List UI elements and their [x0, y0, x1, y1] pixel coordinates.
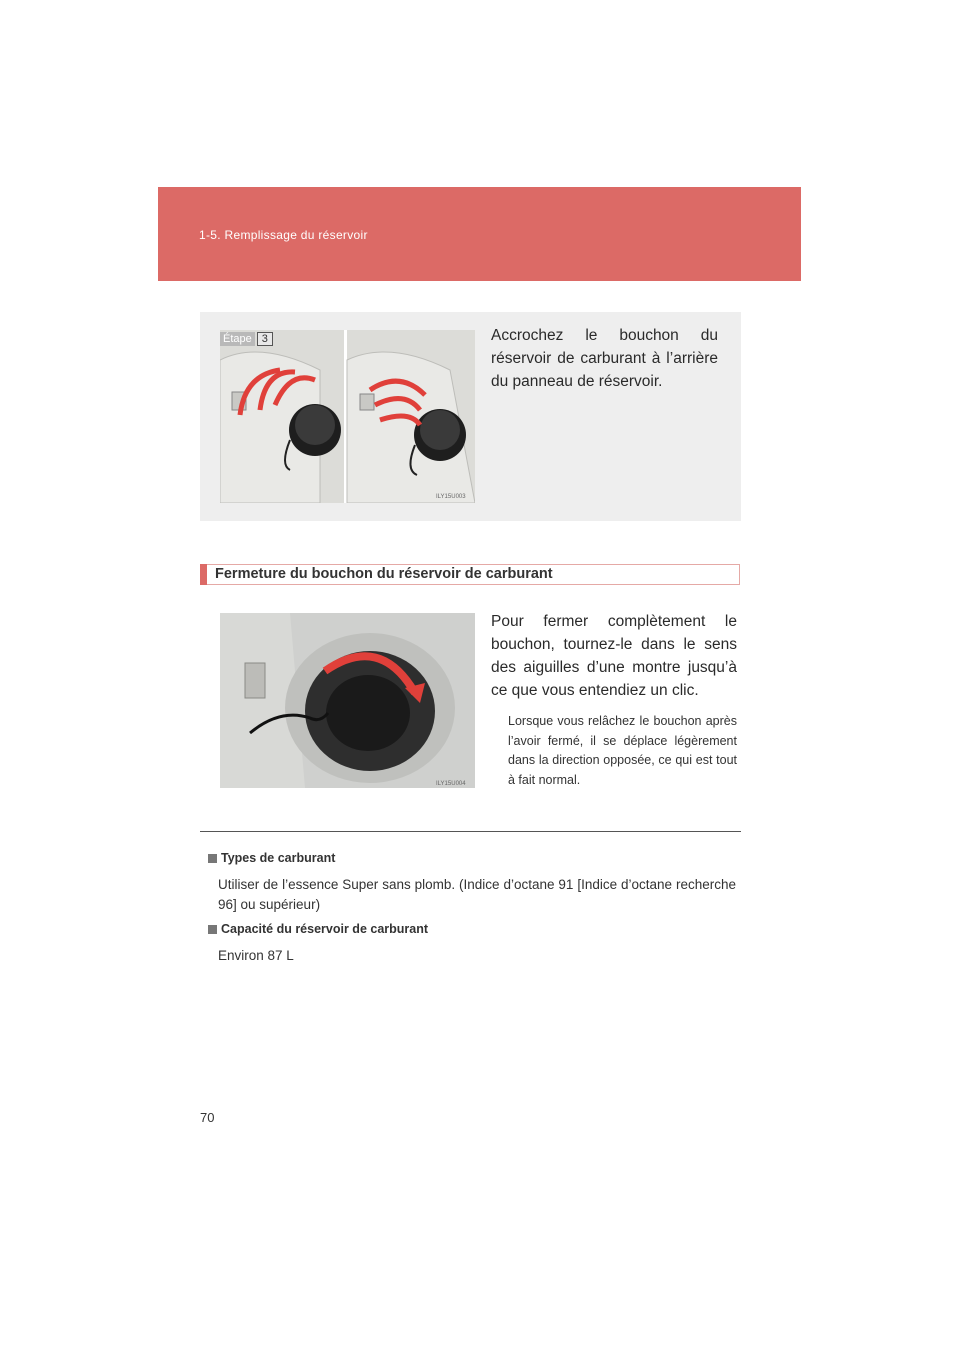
step-illustration: [220, 330, 475, 503]
step-badge: [220, 332, 273, 346]
bullet-square-icon: [208, 925, 217, 934]
closing-illustration: [220, 613, 475, 788]
closing-note: Lorsque vous relâchez le bouchon après l’avoir fermé, il se déplace légèrement dans la direction opposée, ce qui est tout à fait normal.: [508, 714, 737, 787]
divider: [200, 831, 741, 832]
step-number: 3: [257, 332, 273, 346]
note-text-fuel-type: Utiliser de l’essence Super sans plomb. (Indice d’octane 91 [Indice d’octane recherche 96] ou supérieur): [218, 877, 736, 912]
note-text-capacity: Environ 87 L: [218, 948, 294, 963]
step-label: Étape: [220, 332, 255, 346]
page-number: 70: [200, 1110, 215, 1125]
section-title: Fermeture du bouchon du réservoir de carburant: [215, 566, 553, 582]
bullet-square-icon: [208, 854, 217, 863]
note-heading-capacity: Capacité du réservoir de carburant: [208, 922, 428, 936]
closing-image-code: ILY15U004: [436, 781, 466, 787]
step-image-code: ILY15U003: [436, 494, 466, 500]
step-text: Accrochez le bouchon du réservoir de carburant à l’arrière du panneau de réservoir.: [491, 327, 718, 390]
note-heading-fuel-type: Types de carburant: [208, 851, 335, 865]
section-breadcrumb: 1-5. Remplissage du réservoir: [199, 228, 368, 242]
closing-text: Pour fermer complètement le bouchon, tournez-le dans le sens des aiguilles d’une montre jusqu’à ce que vous entendiez un clic.: [491, 613, 737, 699]
section-accent: [200, 564, 207, 585]
